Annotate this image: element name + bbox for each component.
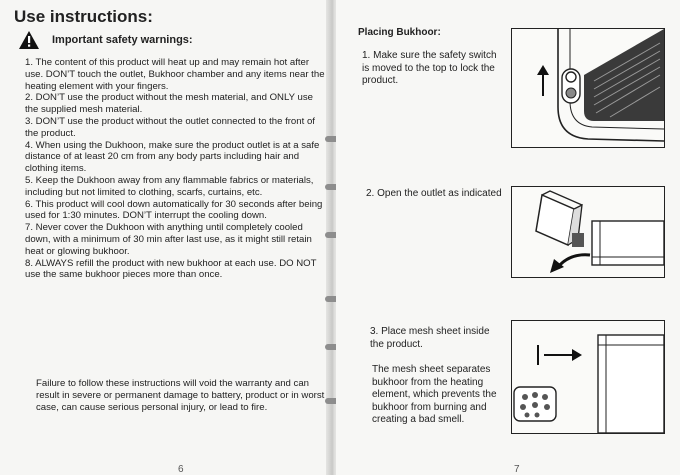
safety-rules-list (25, 57, 325, 281)
step-2-text: 2. Open the outlet as indicated (366, 188, 502, 199)
page-number-right: 7 (514, 464, 520, 475)
rule-item: 7. Never cover the Dukhoon with anything until completely cooled down, with a minimum of 30 min after last use, as it might still retain heat or glowing bukhoor. (25, 222, 312, 257)
curved-arrow-icon (548, 249, 592, 275)
arrow-right-bar-icon (536, 345, 582, 365)
rule-item: 4. When using the Dukhoon, make sure the product outlet is at a safe distance of at least 20 cm from any body parts including hair and clothing items. (25, 139, 320, 175)
figure-place-mesh (511, 320, 665, 434)
left-page (0, 0, 330, 475)
rule-item: 3. DON’T use the product without the outlet connected to the front of the product. (25, 115, 315, 139)
warning-triangle-icon (18, 30, 40, 50)
step-3-text: 3. Place mesh sheet inside the product. (370, 326, 490, 350)
rule-item: 6. This product will cool down automatically for 30 seconds after being used for 1:30 minutes. DON’T interrupt the cooling down. (25, 198, 323, 222)
rule-item: 1. The content of this product will heat up and may remain hot after use. DON’T touch the outlet, Bukhoor chamber and any items near the heating element with your fingers. (25, 57, 325, 92)
warranty-note: Failure to follow these instructions will void the warranty and can result in severe or permanent damage to battery, product or in worst case, can cause serious personal injury, or lead to fire. (36, 378, 325, 413)
arrow-up-icon (536, 65, 550, 97)
page-heading: Use instructions: (14, 7, 153, 26)
figure-safety-switch (511, 28, 665, 148)
figure-open-outlet (511, 186, 665, 278)
rule-item: 5. Keep the Dukhoon away from any flammable fabrics or materials, including but not limited to clothing, scarfs, curtains, etc. (25, 174, 314, 198)
warning-title: Important safety warnings: (52, 34, 193, 46)
rule-item: 8. ALWAYS refill the product with new bukhoor at each use. DO NOT use the same bukhoor pieces more than once. (25, 257, 317, 281)
section-title: Placing Bukhoor: (358, 27, 441, 38)
page-number-left: 6 (178, 464, 184, 475)
step-1-text: 1. Make sure the safety switch is moved to the top to lock the product. (362, 50, 497, 86)
safety-warning-header (18, 30, 193, 50)
mesh-sheet-note: The mesh sheet separates bukhoor from the heating element, which prevents the bukhoor from burning and creating a bad smell. (372, 364, 497, 425)
rule-item: 2. DON’T use the product without the mesh material, and ONLY use the supplied mesh material. (25, 92, 313, 116)
